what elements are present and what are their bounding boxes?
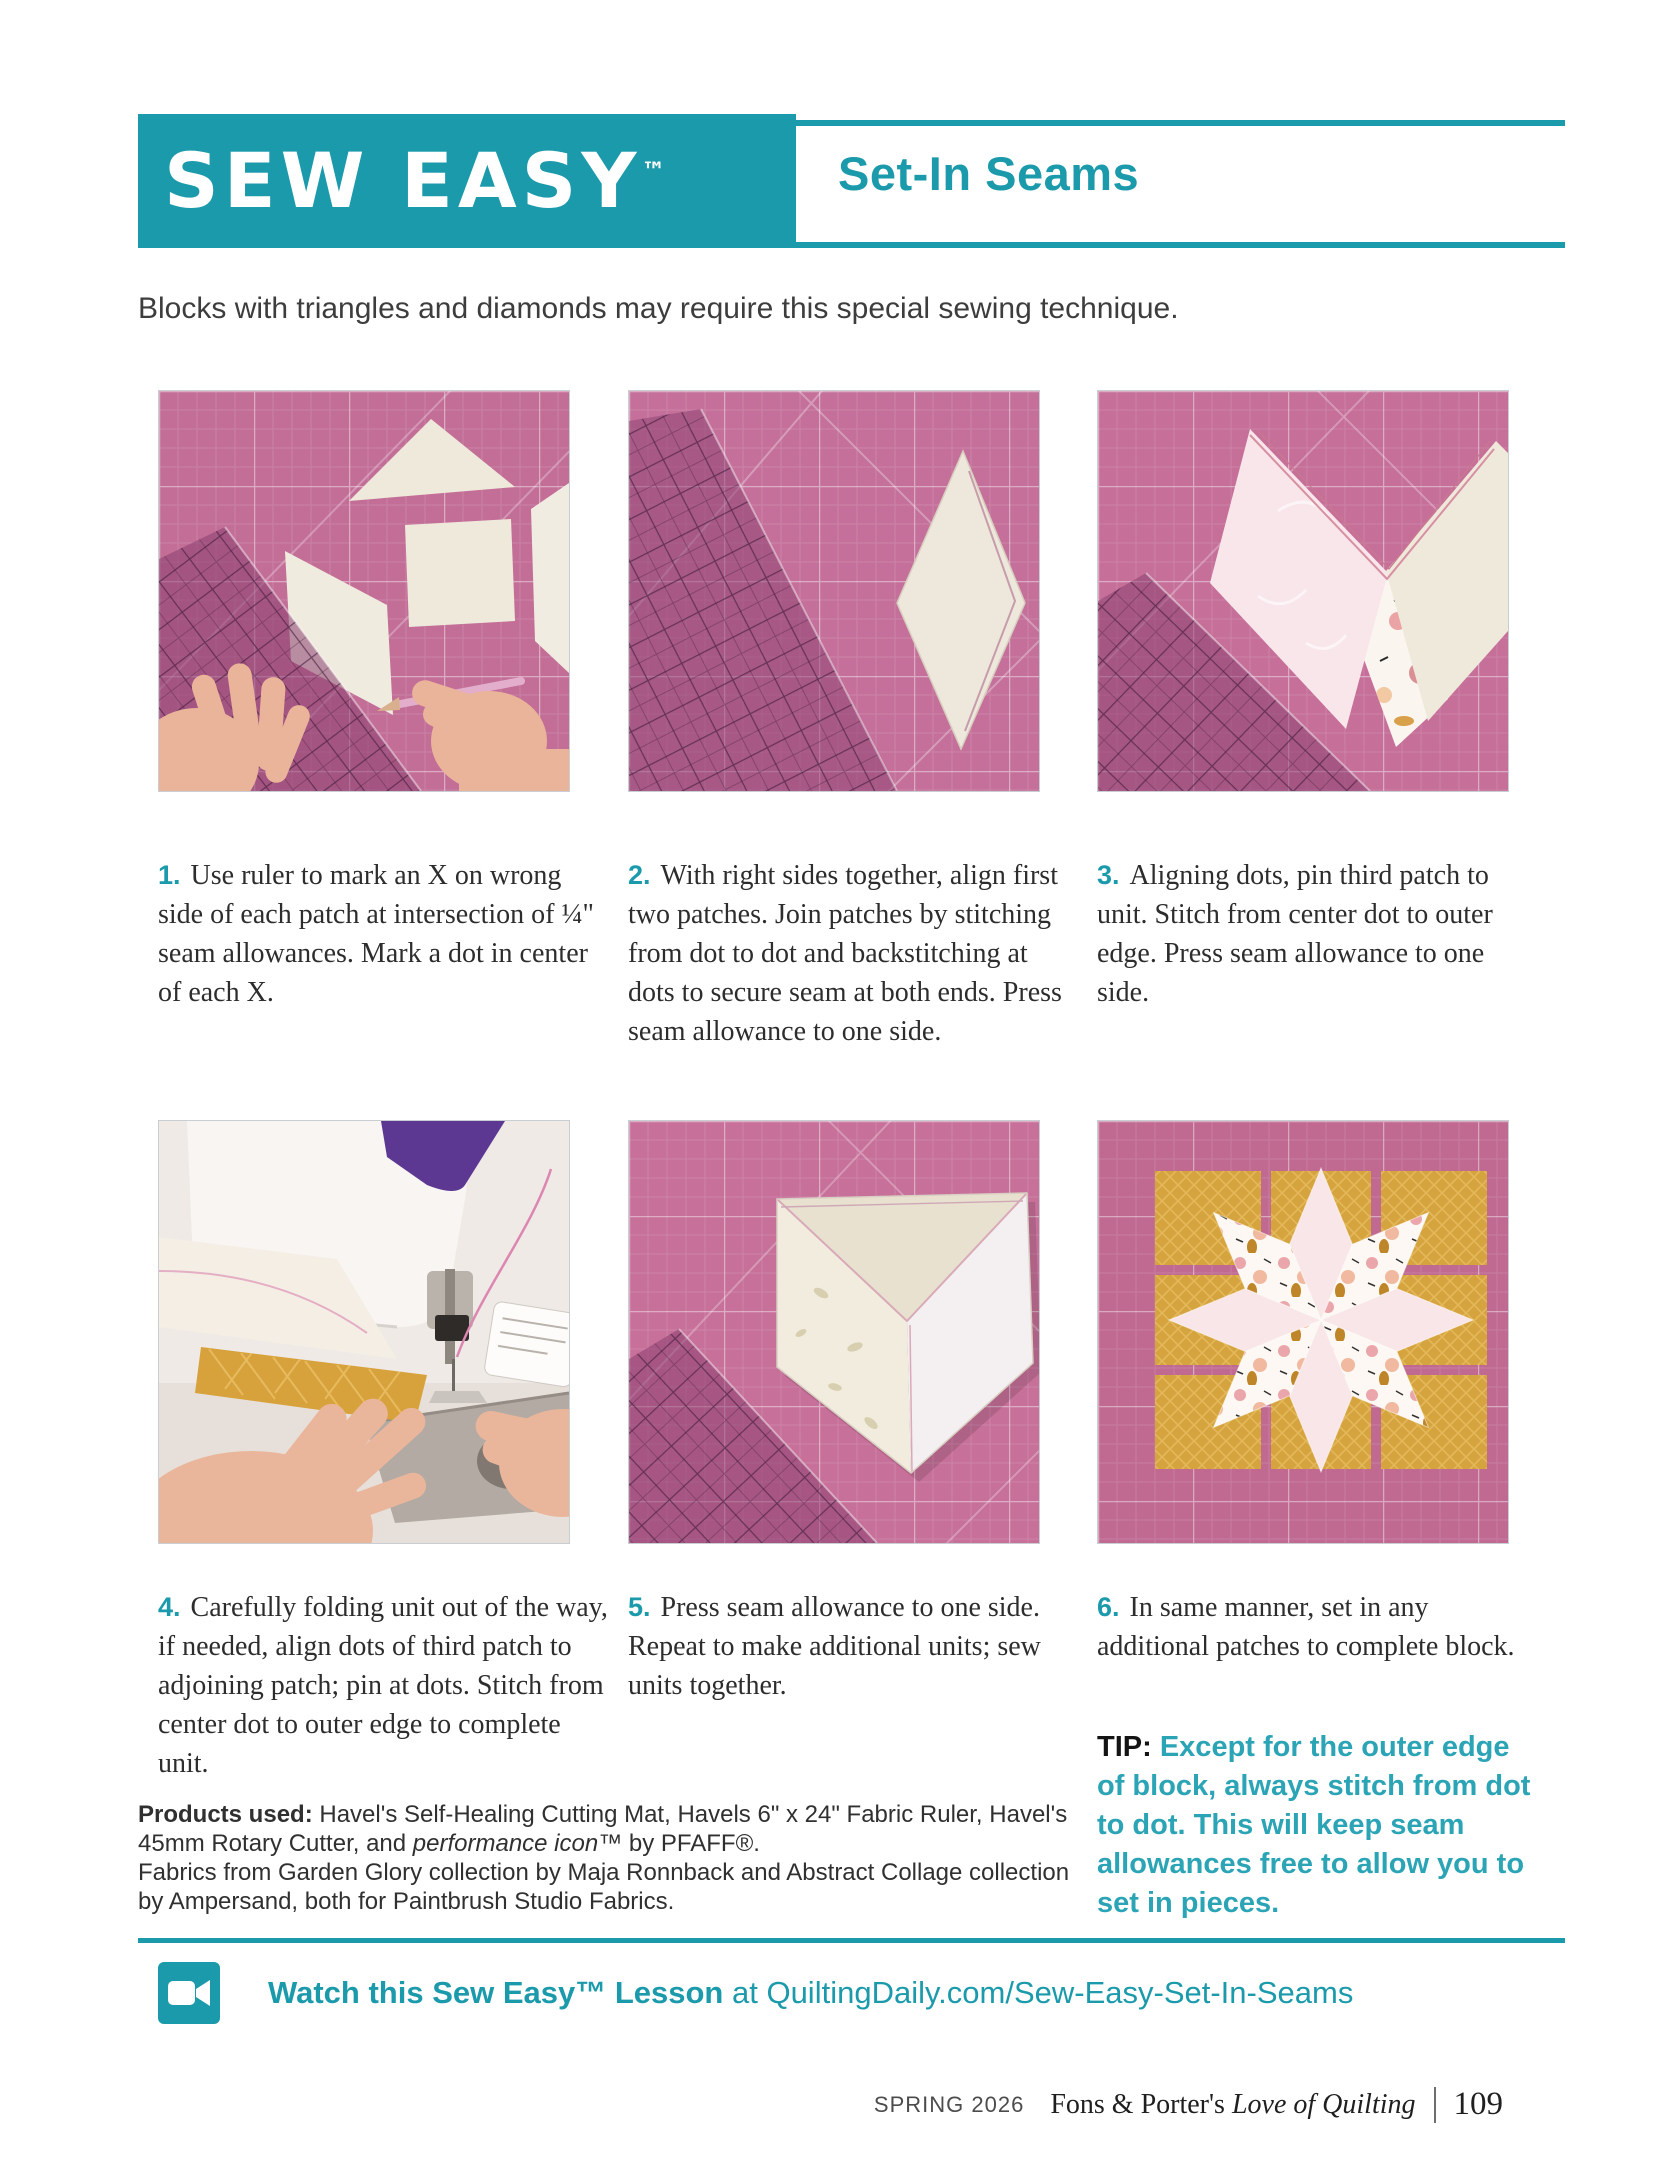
footer-rule (138, 1938, 1565, 1943)
products-text-2: by PFAFF®. (622, 1830, 760, 1857)
step-text: Press seam allowance to one side. Repeat to make additional units; sew units together. (628, 1592, 1041, 1701)
products-text: Havel's Self-Healing Cutting Mat, Havels 6" x 24" Fabric Ruler, Havel's 45mm Rotary Cutter, and (138, 1801, 1068, 1857)
products-line-2: Fabrics from Garden Glory collection by Maja Ronnback and Abstract Collage collection by Ampersand, both for Paintbrush Studio Fabrics. (138, 1859, 1070, 1915)
step-number: 5. (628, 1592, 651, 1622)
sewing-machine-illustration (159, 1121, 569, 1543)
header-bottom-rule (138, 242, 1565, 248)
header-banner (138, 114, 1565, 248)
step-caption-2 (628, 856, 1080, 1051)
step-photo-1 (158, 390, 570, 792)
step-caption-6 (1097, 1588, 1541, 1666)
tip-box (1097, 1728, 1533, 1923)
step-photo-6 (1097, 1120, 1509, 1544)
lesson-url: at QuiltingDaily.com/Sew-Easy-Set-In-Seams (723, 1975, 1354, 2010)
step-text: With right sides together, align first two patches. Join patches by stitching from dot to dot and backstitching at dots to secure seam at both ends. Press seam allowance to one side. (628, 860, 1062, 1047)
step-photo-3 (1097, 390, 1509, 792)
products-used (138, 1800, 1090, 1916)
lesson-title: Watch this Sew Easy™ Lesson (268, 1975, 724, 2010)
magazine-name-roman: Fons & Porter's (1050, 2088, 1232, 2120)
issue-season: SPRING 2026 (873, 2091, 1025, 2117)
step-caption-3 (1097, 856, 1541, 1012)
page-footer (874, 2086, 1503, 2123)
video-camera-icon (158, 1962, 220, 2024)
cutting-mat-marking-illustration (159, 391, 569, 791)
star-block-illustration (1098, 1121, 1508, 1543)
step-number: 3. (1097, 860, 1120, 890)
page-title: Set-In Seams (838, 147, 1140, 200)
step-number: 4. (158, 1592, 181, 1622)
products-line-1 (138, 1800, 1090, 1858)
step-photo-5 (628, 1120, 1040, 1544)
magazine-name-italic: Love of Quilting (1231, 2088, 1416, 2120)
footer-divider (1434, 2087, 1436, 2123)
step-caption-4 (158, 1588, 610, 1783)
step-number: 2. (628, 860, 651, 890)
pressed-unit-illustration (629, 1121, 1039, 1543)
step-text: Aligning dots, pin third patch to unit. Stitch from center dot to outer edge. Press seam allowance to one side. (1097, 860, 1493, 1008)
products-italic-text: performance icon™ (412, 1830, 623, 1857)
step-caption-5 (628, 1588, 1080, 1705)
magazine-name (1050, 2089, 1415, 2121)
step-photo-4 (158, 1120, 570, 1544)
brand-text: SEW EASY (164, 136, 642, 225)
joined-patches-illustration (1098, 391, 1508, 791)
tip-text: Except for the outer edge of block, always stitch from dot to dot. This will keep seam allowances free to allow you to set in pieces. (1097, 1731, 1531, 1919)
page-number: 109 (1453, 2086, 1503, 2122)
quilt-block (1155, 1168, 1487, 1472)
intro-text: Blocks with triangles and diamonds may require this special sewing technique. (138, 292, 1179, 325)
sew-easy-logo-box (138, 114, 796, 248)
step-number: 6. (1097, 1592, 1120, 1622)
step-text: In same manner, set in any additional patches to complete block. (1097, 1592, 1515, 1662)
products-label: Products used: (138, 1801, 313, 1828)
step-photo-2 (628, 390, 1040, 792)
header-top-rule (796, 120, 1565, 126)
lesson-link-line (268, 1962, 1353, 2024)
step-text: Carefully folding unit out of the way, if needed, align dots of third patch to adjoining patch; pin at dots. Stitch from center dot to outer edge to complete unit. (158, 1592, 608, 1779)
brand-trademark: ™ (641, 157, 666, 185)
brand-title (164, 136, 666, 225)
tip-label: TIP: (1097, 1731, 1152, 1763)
diamond-patch-illustration (629, 391, 1039, 791)
step-number: 1. (158, 860, 181, 890)
step-caption-1 (158, 856, 610, 1012)
star (1169, 1168, 1473, 1472)
step-text: Use ruler to mark an X on wrong side of each patch at intersection of ¼" seam allowances. Mark a dot in center of each X. (158, 860, 594, 1008)
